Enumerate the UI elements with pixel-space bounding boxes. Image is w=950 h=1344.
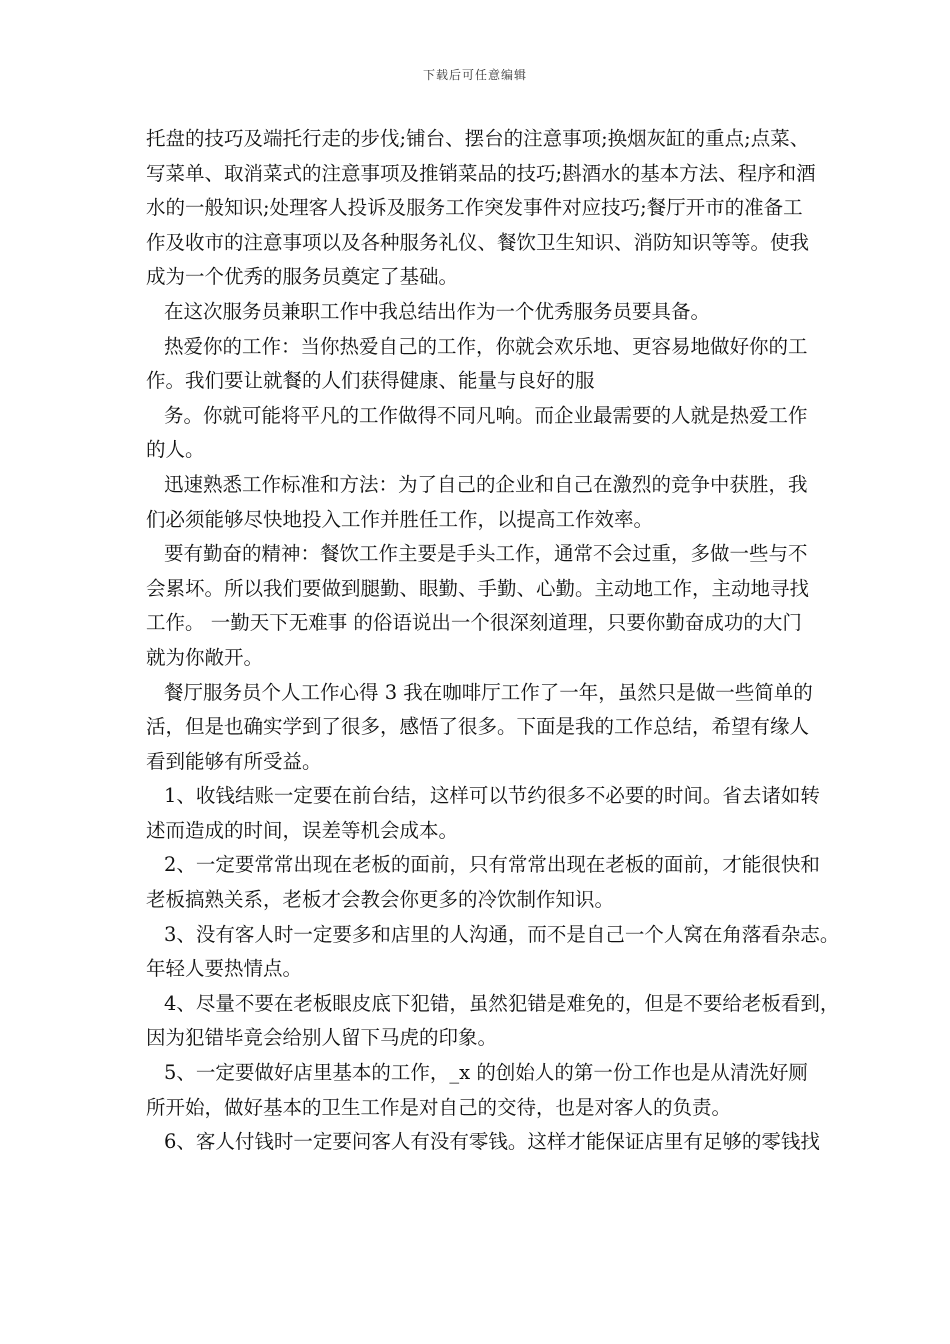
text-line: 成为一个优秀的服务员奠定了基础。: [146, 265, 459, 289]
text-line: 热爱你的工作：当你热爱自己的工作，你就会欢乐地、更容易地做好你的工: [164, 334, 808, 358]
text-line: 6、客人付钱时一定要问客人有没有零钱。这样才能保证店里有足够的零钱找: [164, 1130, 820, 1154]
text-line: 写菜单、取消菜式的注意事项及推销菜品的技巧;斟酒水的基本方法、程序和酒: [146, 161, 816, 185]
text-line: 要有勤奋的精神：餐饮工作主要是手头工作，通常不会过重，多做一些与不: [164, 542, 808, 566]
text-line: 的人。: [146, 438, 205, 462]
text-line: 所开始，做好基本的卫生工作是对自己的交待，也是对客人的负责。: [146, 1095, 732, 1119]
text-line: 就为你敞开。: [146, 645, 264, 669]
text-line: 务。你就可能将平凡的工作做得不同凡响。而企业最需要的人就是热爱工作: [164, 403, 808, 427]
text-line: 老板搞熟关系，老板才会教会你更多的冷饮制作知识。: [146, 888, 615, 912]
text-line: 水的一般知识;处理客人投诉及服务工作突发事件对应技巧;餐厅开市的准备工: [146, 196, 803, 220]
text-line: 因为犯错毕竟会给别人留下马虎的印象。: [146, 1026, 498, 1050]
document-body: [146, 122, 840, 1160]
text-line: 4、尽量不要在老板眼皮底下犯错，虽然犯错是难免的，但是不要给老板看到，: [164, 991, 840, 1015]
text-line: 迅速熟悉工作标准和方法：为了自己的企业和自己在激烈的竞争中获胜，我: [164, 472, 808, 496]
text-line: 托盘的技巧及端托行走的步伐;铺台、摆台的注意事项;换烟灰缸的重点;点菜、: [146, 127, 810, 150]
text-line: 们必须能够尽快地投入工作并胜任工作，以提高工作效率。: [146, 507, 654, 531]
text-line: 会累坏。所以我们要做到腿勤、眼勤、手勤、心勤。主动地工作，主动地寻找: [146, 576, 810, 600]
text-line: 2、一定要常常出现在老板的面前，只有常常出现在老板的面前，才能很快和: [164, 853, 820, 877]
text-line: 在这次服务员兼职工作中我总结出作为一个优秀服务员要具备。: [164, 299, 711, 323]
text-line: 活，但是也确实学到了很多，感悟了很多。下面是我的工作总结，希望有缘人: [146, 715, 810, 739]
text-line: 餐厅服务员个人工作心得 3 我在咖啡厅工作了一年，虽然只是做一些简单的: [164, 680, 813, 704]
text-line: 5、一定要做好店里基本的工作，_x 的创始人的第一份工作也是从清洗好厕: [164, 1061, 808, 1085]
text-line: 1、收钱结账一定要在前台结，这样可以节约很多不必要的时间。省去诸如转: [164, 784, 820, 808]
text-line: 作及收市的注意事项以及各种服务礼仪、餐饮卫生知识、消防知识等等。使我: [146, 230, 810, 254]
text-line: 年轻人要热情点。: [146, 957, 303, 981]
text-line: 3、没有客人时一定要多和店里的人沟通，而不是自己一个人窝在角落看杂志。: [164, 922, 840, 946]
text-line: 工作。 一勤天下无难事 的俗语说出一个很深刻道理，只要你勤奋成功的大门: [146, 611, 802, 635]
page-header: 下载后可任意编辑: [422, 68, 527, 82]
text-line: 述而造成的时间，误差等机会成本。: [146, 818, 459, 842]
text-line: 作。我们要让就餐的人们获得健康、能量与良好的服: [146, 369, 595, 393]
text-line: 看到能够有所受益。: [146, 749, 322, 773]
